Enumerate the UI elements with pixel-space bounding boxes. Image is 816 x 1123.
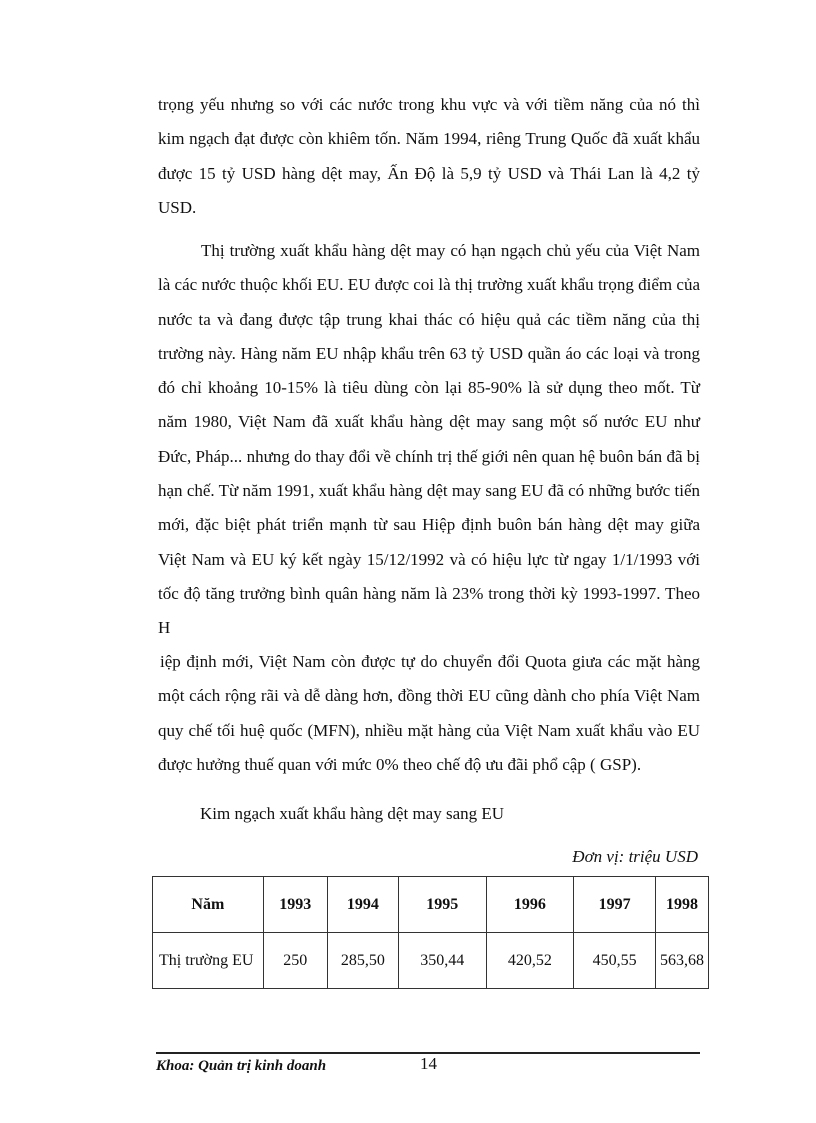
table-cell: 350,44 [398, 933, 486, 989]
table-cell: 450,55 [574, 933, 656, 989]
table-cell: 563,68 [656, 933, 709, 989]
table-row [153, 933, 709, 989]
table-unit: Đơn vị: triệu USD [572, 847, 698, 866]
header-cell: Năm [153, 877, 264, 933]
footer-department: Khoa: Quản trị kinh doanh [156, 1058, 327, 1074]
header-cell: 1998 [656, 877, 709, 933]
row-label: Thị trường EU [153, 933, 264, 989]
header-cell: 1994 [327, 877, 398, 933]
header-cell: 1995 [398, 877, 486, 933]
paragraph-3 [158, 645, 700, 782]
paragraph-2: Thị trường xuất khẩu hàng dệt may có hạn ngạch chủ yếu của Việt Nam là các nước thuộc khối EU. EU được coi là thị trường xuất khẩu trọng điểm của nước ta và đang được tập trung khai thác có hiệu quả các tiềm năng của thị trường này. Hàng năm EU nhập khẩu trên 63 tỷ USD quần áo các loại và trong đó chỉ khoảng 10-15% là tiêu dùng còn lại 85-90% là sử dụng theo mốt. Từ năm 1980, Việt Nam đã xuất khẩu hàng dệt may sang một số nước EU như Đức, Pháp... nhưng do thay đổi về chính trị thế giới nên quan hệ buôn bán đã bị hạn chế. Từ năm 1991, xuất khẩu hàng dệt may sang EU đã có những bước tiến mới, đặc biệt phát triển mạnh từ sau Hiệp định buôn bán hàng dệt may giữa Việt Nam và EU ký kết ngày 15/12/1992 và có hiệu lực từ ngay 1/1/1993 với tốc độ tăng trưởng bình quân hàng năm là 23% trong thời kỳ 1993-1997. Theo H [158, 241, 700, 638]
header-cell: 1997 [574, 877, 656, 933]
paragraph-3-text: iệp định mới, Việt Nam còn được tự do chuyển đổi Quota giưa các mặt hàng một cách rộng rãi và dễ dàng hơn, đồng thời EU cũng dành cho phía Việt Nam quy chế tối huệ quốc (MFN), nhiều mặt hàng của Việt Nam xuất khẩu vào EU được hưởng thuế quan với mức 0% theo chế độ ưu đãi phổ cập ( GSP). [158, 652, 700, 774]
table-caption: Kim ngạch xuất khẩu hàng dệt may sang EU [200, 804, 505, 823]
paragraph-1: trọng yếu nhưng so với các nước trong khu vực và với tiềm năng của nó thì kim ngạch đạt được còn khiêm tốn. Năm 1994, riêng Trung Quốc đã xuất khẩu được 15 tỷ USD hàng dệt may, Ấn Độ là 5,9 tỷ USD và Thái Lan là 4,2 tỷ USD. [158, 95, 700, 217]
table-cell: 285,50 [327, 933, 398, 989]
table-cell: 420,52 [486, 933, 574, 989]
header-cell: 1996 [486, 877, 574, 933]
export-table [152, 876, 709, 989]
header-cell: 1993 [263, 877, 327, 933]
table-header-row [153, 877, 709, 933]
table-cell: 250 [263, 933, 327, 989]
page-number: 14 [420, 1054, 437, 1073]
